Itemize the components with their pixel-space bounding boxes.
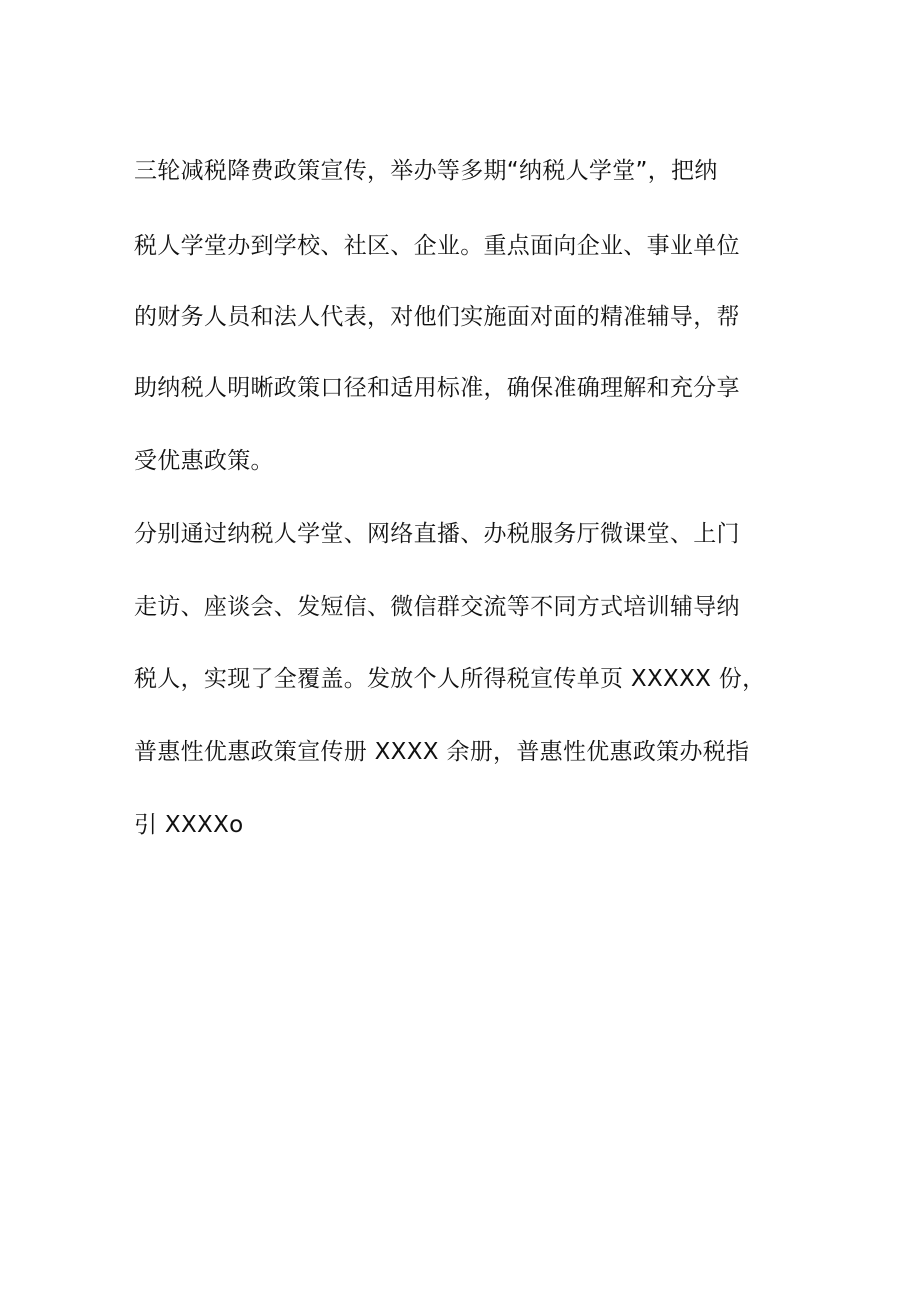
paragraph-line: 分别通过纳税人学堂、网络直播、办税服务厅微课堂、上门 (134, 521, 740, 547)
paragraph-line: 受优惠政策。 (134, 448, 274, 474)
paragraph-line: 普惠性优惠政策宣传册 XXXX 余册，普惠性优惠政策办税指 (134, 739, 750, 765)
paragraph-line: 引 XXXXo (134, 812, 244, 838)
paragraph-line: 走访、座谈会、发短信、微信群交流等不同方式培训辅导纳 (134, 594, 740, 620)
paragraph-line: 助纳税人明晰政策口径和适用标准，确保准确理解和充分享 (134, 375, 740, 401)
paragraph-line: 税人学堂办到学校、社区、企业。重点面向企业、事业单位 (134, 233, 740, 259)
paragraph-line: 三轮减税降费政策宣传，举办等多期“纳税人学堂”，把纳 (134, 158, 718, 184)
paragraph-line: 税人，实现了全覆盖。发放个人所得税宣传单页 XXXXX 份， (134, 666, 766, 692)
paragraph-line: 的财务人员和法人代表，对他们实施面对面的精准辅导，帮 (134, 304, 740, 330)
